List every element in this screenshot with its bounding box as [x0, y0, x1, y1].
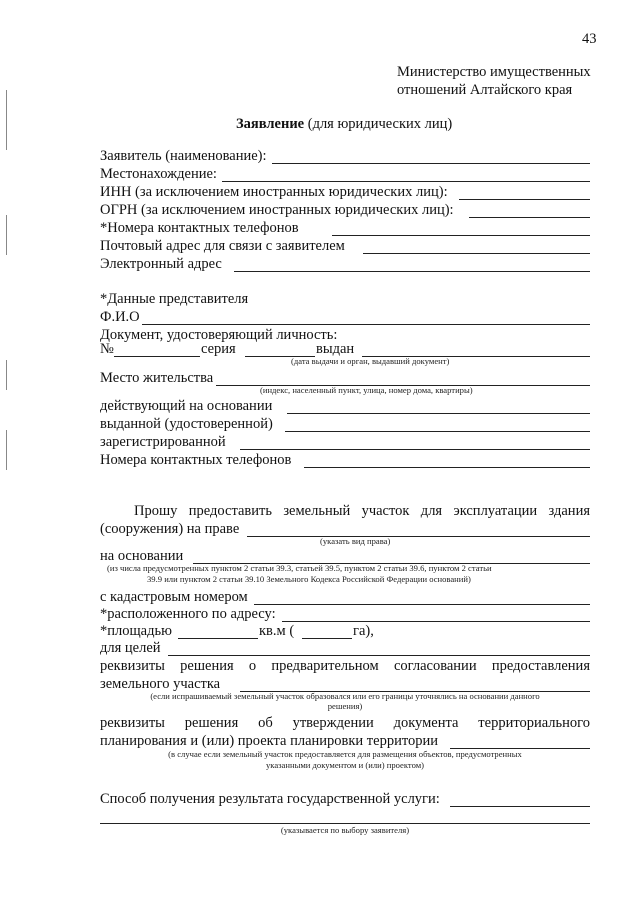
representative-fio-field[interactable]: [142, 324, 590, 325]
doc-series-label: серия: [201, 341, 236, 357]
result-field-2[interactable]: [100, 823, 590, 824]
request-right-field[interactable]: [247, 536, 590, 537]
result-label: Способ получения результата государственной услуги:: [100, 791, 440, 807]
applicant-location-label: Местонахождение:: [100, 166, 217, 182]
representative-fio-label: Ф.И.О: [100, 309, 140, 325]
request-area-ha-unit: га),: [353, 623, 374, 639]
representative-residence-hint: (индекс, населенный пункт, улица, номер дома, квартиры): [260, 385, 473, 395]
representative-phones-label: Номера контактных телефонов: [100, 452, 292, 468]
representative-basis-label: действующий на основании: [100, 398, 273, 414]
request-address-field[interactable]: [282, 621, 590, 622]
applicant-ogrn-field[interactable]: [469, 217, 590, 218]
request-cadastral-label: с кадастровым номером: [100, 589, 248, 605]
request-cadastral-field[interactable]: [254, 604, 590, 605]
applicant-name-label: Заявитель (наименование):: [100, 148, 267, 164]
doc-number-label: №: [100, 341, 114, 357]
request-purpose-field[interactable]: [168, 655, 590, 656]
applicant-inn-field[interactable]: [459, 199, 590, 200]
request-area-label: *площадью: [100, 623, 172, 639]
request-plan-hint-2: указанными документом и (или) проектом): [266, 760, 424, 770]
representative-basis-field[interactable]: [287, 413, 590, 414]
request-area-sqm-field[interactable]: [178, 638, 258, 639]
title-bold: Заявление: [236, 116, 305, 132]
request-prelim-line-1: реквизиты решения о предварительном согласовании предоставления: [100, 658, 590, 674]
applicant-email-label: Электронный адрес: [100, 256, 222, 272]
request-address-label: *расположенного по адресу:: [100, 606, 276, 622]
representative-registered-label: зарегистрированной: [100, 434, 226, 450]
applicant-postal-field[interactable]: [363, 253, 590, 254]
doc-issued-label: выдан: [316, 341, 355, 357]
scan-edge-mark: [6, 430, 7, 470]
request-basis-label: на основании: [100, 548, 184, 564]
applicant-postal-label: Почтовый адрес для связи с заявителем: [100, 238, 345, 254]
request-basis-hint-2: 39.9 или пунктом 2 статьи 39.10 Земельного Кодекса Российской Федерации оснований): [147, 574, 471, 584]
applicant-phones-label: *Номера контактных телефонов: [100, 220, 299, 236]
representative-issued-by-field[interactable]: [285, 431, 590, 432]
request-prelim-hint-1: (если испрашиваемый земельный участок образовался или его границы уточнялись на основании данного: [150, 691, 540, 701]
representative-residence-label: Место жительства: [100, 370, 214, 386]
request-plan-line-1: реквизиты решения об утверждении документа территориального: [100, 715, 590, 731]
doc-number-field[interactable]: [114, 356, 200, 357]
request-right-hint: (указать вид права): [320, 536, 391, 546]
request-line-2: (сооружения) на праве: [100, 521, 240, 537]
representative-issued-by-label: выданной (удостоверенной): [100, 416, 273, 432]
request-prelim-hint-2: решения): [327, 701, 363, 711]
request-basis-hint-1: (из числа предусмотренных пунктом 2 статьи 39.3, статьей 39.5, пунктом 2 статьи 39.6, пунктом 2 статьи: [107, 563, 492, 573]
request-plan-line-2: планирования и (или) проекта планировки территории: [100, 733, 439, 749]
representative-registered-field[interactable]: [240, 449, 590, 450]
scan-edge-mark: [6, 215, 7, 255]
representative-phones-field[interactable]: [304, 467, 590, 468]
recipient-line-2: отношений Алтайского края: [397, 82, 573, 98]
applicant-ogrn-label: ОГРН (за исключением иностранных юридических лиц):: [100, 202, 454, 218]
applicant-location-field[interactable]: [222, 181, 590, 182]
page-number: 43: [582, 31, 597, 47]
request-line-1: Прошу предоставить земельный участок для эксплуатации здания: [134, 503, 590, 519]
doc-issued-hint: (дата выдачи и орган, выдавший документ): [291, 356, 450, 366]
request-area-unit: кв.м (: [259, 623, 295, 639]
representative-doc-label: Документ, удостоверяющий личность:: [100, 327, 338, 343]
result-field-1[interactable]: [450, 806, 590, 807]
recipient-line-1: Министерство имущественных: [397, 64, 591, 80]
scan-edge-mark: [6, 360, 7, 390]
applicant-phones-field[interactable]: [332, 235, 590, 236]
scan-edge-mark: [6, 90, 7, 150]
request-area-ha-field[interactable]: [302, 638, 352, 639]
page-title: [236, 115, 452, 133]
request-plan-hint-1: (в случае если земельный участок предоставляется для размещения объектов, предусмотренных: [168, 749, 522, 759]
request-prelim-line-2: земельного участка: [100, 676, 221, 692]
applicant-name-field[interactable]: [272, 163, 590, 164]
applicant-inn-label: ИНН (за исключением иностранных юридических лиц):: [100, 184, 448, 200]
applicant-email-field[interactable]: [234, 271, 590, 272]
result-hint: (указывается по выбору заявителя): [280, 825, 410, 835]
request-purpose-label: для целей: [100, 640, 161, 656]
title-rest: (для юридических лиц): [304, 116, 453, 132]
representative-header: *Данные представителя: [100, 291, 249, 307]
